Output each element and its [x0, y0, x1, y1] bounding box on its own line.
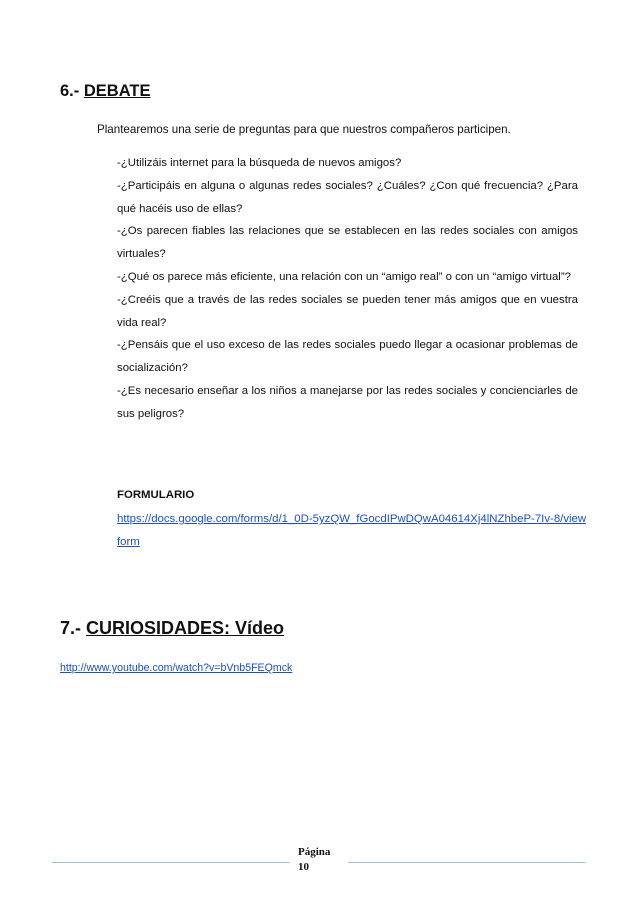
- question-item: -¿Participáis en alguna o algunas redes sociales? ¿Cuáles? ¿Con qué frecuencia? ¿Para qué hacéis uso de ellas?: [117, 179, 578, 215]
- section-6-heading: [60, 82, 150, 101]
- page-number: 10: [298, 861, 309, 873]
- form-link[interactable]: https://docs.google.com/forms/d/1_0D-5yzQW_fGocdIPwDQwA04614Xj4lNZhbeP-7Iv-8/viewform: [117, 513, 587, 548]
- video-link[interactable]: http://www.youtube.com/watch?v=bVnb5FEQmck: [60, 662, 293, 674]
- footer-rule-right: [348, 862, 586, 863]
- section-7-title: CURIOSIDADES: Vídeo: [86, 618, 285, 638]
- question-item: -¿Creéis que a través de las redes sociales se pueden tener más amigos que en vuestra vida real?: [117, 293, 578, 329]
- section-7-number: 7.-: [60, 618, 82, 638]
- question-item: -¿Pensáis que el uso exceso de las redes sociales puedo llegar a ocasionar problemas de socialización?: [117, 339, 578, 375]
- question-item: -¿Es necesario enseñar a los niños a manejarse por las redes sociales y concienciarles de sus peligros?: [117, 384, 578, 420]
- debate-intro: Plantearemos una serie de preguntas para que nuestros compañeros participen.: [97, 123, 511, 136]
- form-label: FORMULARIO: [117, 489, 195, 501]
- question-item: -¿Utilizáis internet para la búsqueda de nuevos amigos?: [117, 157, 402, 169]
- section-6-title: DEBATE: [83, 82, 151, 100]
- page-footer: [298, 845, 344, 875]
- question-list: [117, 152, 578, 426]
- footer-rule-left: [52, 862, 290, 863]
- question-item: -¿Qué os parece más eficiente, una relación con un “amigo real” o con un “amigo virtual”?: [117, 270, 571, 283]
- section-7-heading: [60, 618, 284, 639]
- question-item: -¿Os parecen fiables las relaciones que se establecen en las redes sociales con amigos virtuales?: [117, 225, 578, 261]
- section-6-number: 6.-: [60, 82, 80, 100]
- page-label: Página: [298, 846, 331, 858]
